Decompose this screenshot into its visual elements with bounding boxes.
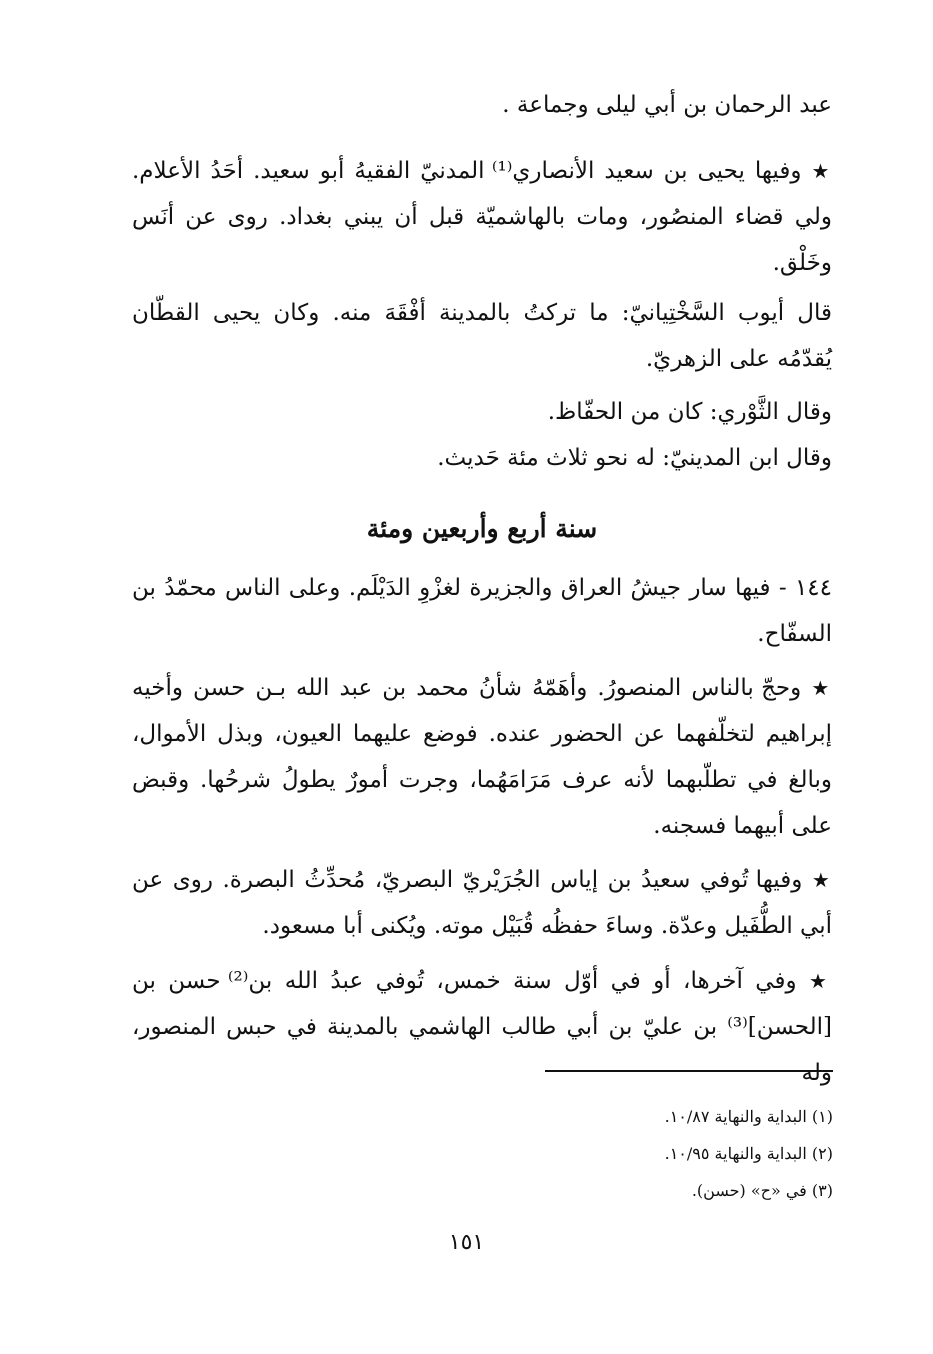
paragraph-thawri-quote: وقال الثَّوْري: كان من الحفّاظ. bbox=[547, 399, 832, 425]
entry-said-ibn-iyas bbox=[132, 857, 832, 949]
entry-mansur-hajj bbox=[132, 665, 832, 849]
footnote-3: (٣) في «ح» (حسن). bbox=[691, 1181, 833, 1200]
footnote-1: (١) البداية والنهاية ١٠/٨٧. bbox=[664, 1107, 833, 1126]
page-number: ١٥١ bbox=[448, 1230, 485, 1255]
paragraph-continuation: عبد الرحمان بن أبي ليلى وجماعة . bbox=[502, 92, 832, 118]
footnote-2: (٢) البداية والنهاية ١٠/٩٥. bbox=[664, 1144, 833, 1163]
paragraph-said-ibn-iyas: وفيها تُوفي سعيدُ بن إياس الجُرَيْريّ البصريّ، مُحدِّثُ البصرة. روى عن أبي الطُّفَيل وعدّة. وساءَ حفظُه قُبَيْل موته. ويُكنى أبا مسعود. bbox=[132, 867, 832, 939]
quote-ayyub bbox=[132, 290, 832, 382]
paragraph-madini-quote: وقال ابن المدينيّ: له نحو ثلاث مئة حَديث. bbox=[437, 445, 832, 471]
paragraph-mansur-hajj: وحجّ بالناس المنصورُ. وأهَمّهُ شأنُ محمد بن عبد الله بـن حسن وأخيه إبراهيم لتخلّفهما عن الحضور عنده. فوضع عليهما العيون، وبذل الأموال، وبالغ في تطلّبهما لأنه عرف مَرَامَهُما، وجرت أمورٌ يطولُ شرحُها. وقبض على أبيهما فسجنه. bbox=[132, 675, 832, 839]
entry-yahya-ibn-said bbox=[132, 148, 832, 286]
paragraph-ayyub-quote: قال أيوب السَّخْتِيانيّ: ما تركتُ بالمدينة أفْقَهَ منه. وكان يحيى القطّان يُقدّمُه على الزهريّ. bbox=[132, 300, 832, 372]
paragraph-abdullah-ibn-hasan: وفي آخرها، أو في أوّل سنة خمس، تُوفي عبدُ الله بن⁽²⁾ حسن بن [الحسن]⁽³⁾ بن عليّ بن أبي طالب الهاشمي بالمدينة في حبس المنصور، وله bbox=[132, 968, 832, 1086]
footnotes bbox=[420, 1098, 833, 1209]
star-marker: ★ bbox=[811, 868, 833, 892]
paragraph-year-144: ١٤٤ - فيها سار جيشُ العراق والجزيرة لغزْوِ الدَيْلَم. وعلى الناس محمّدُ بن السفّاح. bbox=[132, 575, 832, 647]
year-heading: سنة أربع وأربعين ومئة bbox=[366, 514, 598, 543]
footnote-separator bbox=[545, 1070, 833, 1072]
entry-144 bbox=[132, 565, 832, 657]
paragraph-yahya-ibn-said: وفيها يحيى بن سعيد الأنصاري⁽¹⁾ المدنيّ الفقيهُ أبو سعيد. أحَدُ الأعلام. ولي قضاء المنصُور، ومات بالهاشميّة قبل أن يبني بغداد. روى عن أنَس وخَلْق. bbox=[132, 158, 832, 276]
entry-abdullah-ibn-hasan bbox=[132, 958, 832, 1096]
quote-thawri bbox=[132, 389, 832, 435]
star-marker: ★ bbox=[811, 676, 832, 700]
star-marker: ★ bbox=[811, 159, 833, 183]
quote-madini bbox=[132, 435, 832, 481]
star-marker: ★ bbox=[808, 969, 832, 993]
main-text-top bbox=[132, 82, 832, 128]
